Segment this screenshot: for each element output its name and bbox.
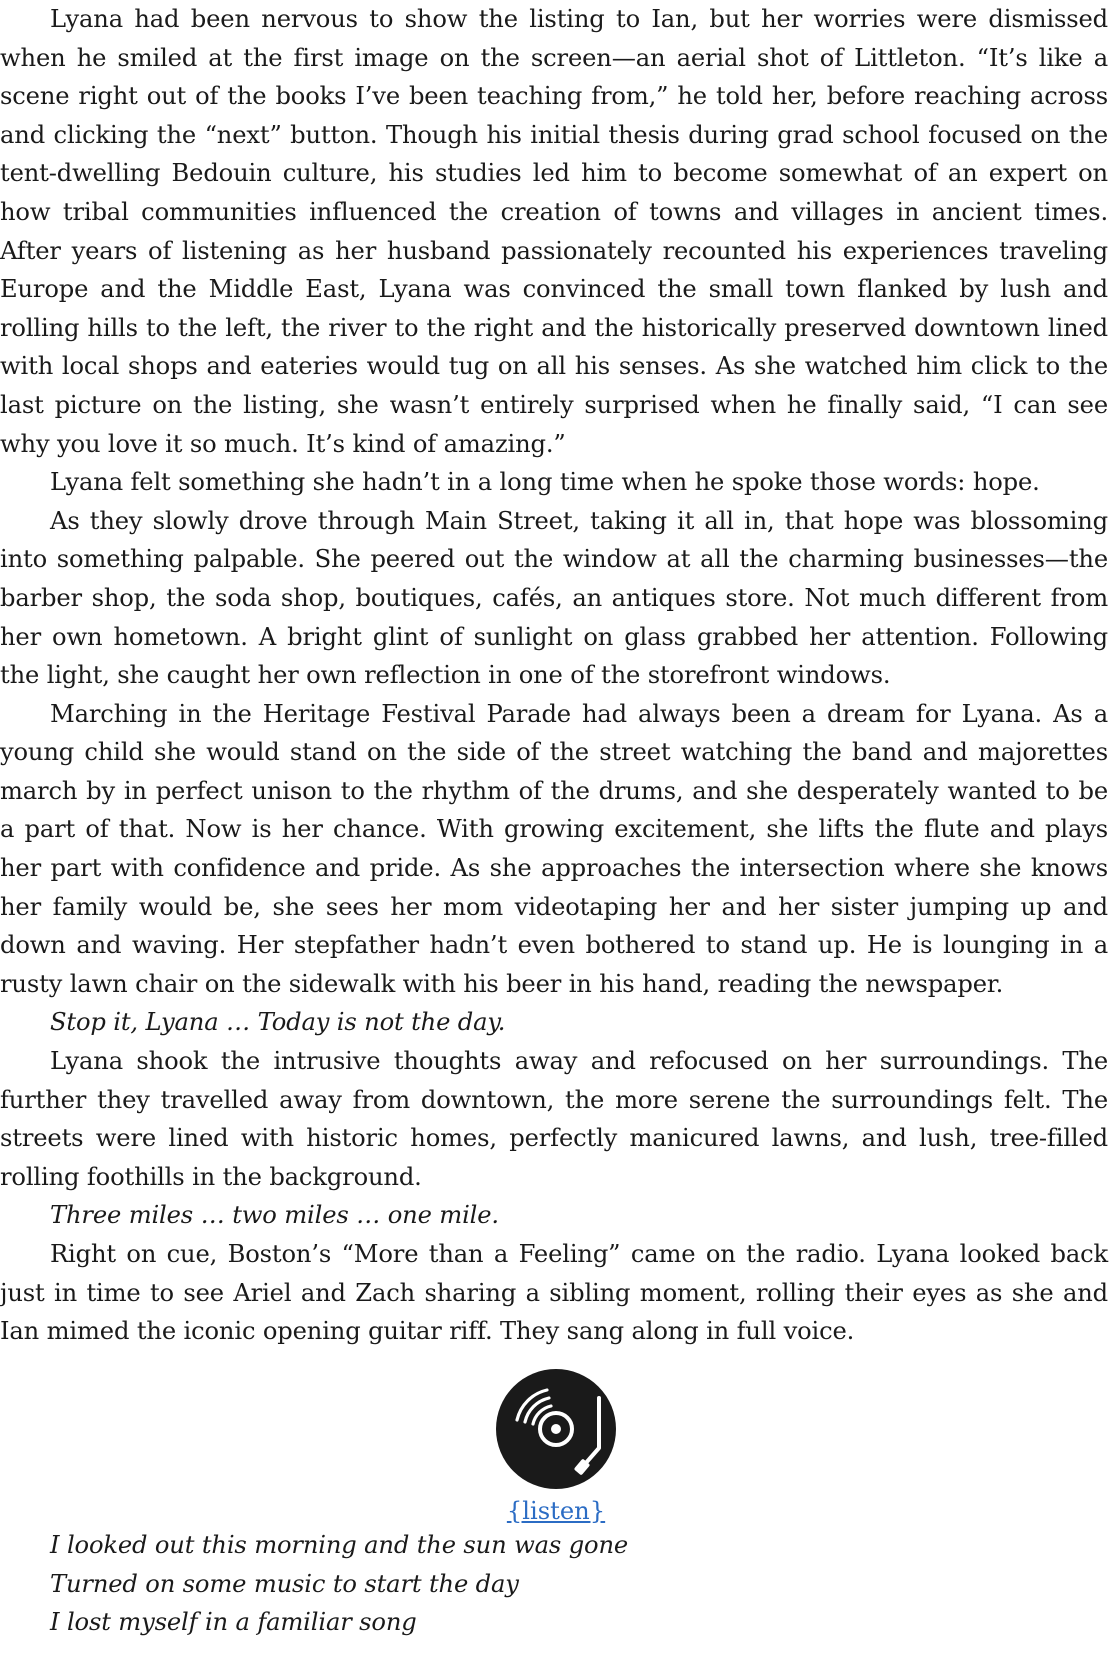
paragraph: As they slowly drove through Main Street, taking it all in, that hope was blossoming into something palpable. She peered out the window at all the charming businesses—the barber shop, the soda shop, boutiques, cafés, an antiques store. Not much different from her own hometown. A bright glint of sunlight on glass grabbed her attention. Following the light, she caught her own reflection in one of the storefront windows. — [0, 506, 1108, 690]
paragraph: Right on cue, Boston’s “More than a Feeling” came on the radio. Lyana looked back just in time to see Ariel and Zach sharing a sibling moment, rolling their eyes as she and Ian mimed the iconic opening guitar riff. They sang along in full voice. — [0, 1240, 1108, 1346]
italic-thought: Stop it, Lyana … Today is not the day. — [50, 1008, 506, 1037]
lyric-line: I lost myself in a familiar song — [50, 1608, 417, 1637]
lyric-line: I looked out this morning and the sun was gone — [50, 1531, 629, 1559]
vinyl-record-icon-graphic — [495, 1368, 617, 1490]
vinyl-record-icon[interactable] — [495, 1368, 617, 1490]
paragraph: Lyana shook the intrusive thoughts away and refocused on her surroundings. The further they travelled away from downtown, the more serene the surroundings felt. The streets were lined with historic homes, perfectly manicured lawns, and lush, tree-filled rolling foothills in the background. — [0, 1047, 1108, 1191]
paragraph: Lyana felt something she hadn’t in a long time when he spoke those words: hope. — [50, 468, 1040, 497]
audio-embed — [0, 1368, 1112, 1490]
listen-link[interactable]: {listen} — [506, 1497, 606, 1525]
italic-thought: Three miles … two miles … one mile. — [50, 1201, 499, 1230]
lyric-line: Turned on some music to start the day — [50, 1569, 519, 1598]
paragraph: Lyana had been nervous to show the listing to Ian, but her worries were dismissed when he smiled at the first image on the screen—an aerial shot of Littleton. “It’s like a scene right out of the books I’ve been teaching from,” he told her, before reaching across and clicking the “next” button. Though his initial thesis during grad school focused on the tent-dwelling Bedouin culture, his studies led him to become somewhat of an expert on how tribal communities influenced the creation of towns and villages in ancient times. After years of listening as her husband passionately recounted his experiences traveling Europe and the Middle East, Lyana was convinced the small town flanked by lush and rolling hills to the left, the river to the right and the historically preserved downtown lined with local shops and eateries would tug on all his senses. As she watched him click to the last picture on the listing, she wasn’t entirely surprised when he finally said, “I can see why you love it so much. It’s kind of amazing.” — [0, 5, 1108, 458]
paragraph: Marching in the Heritage Festival Parade had always been a dream for Lyana. As a young child she would stand on the side of the street watching the band and majorettes march by in perfect unison to the rhythm of the drums, and she desperately wanted to be a part of that. Now is her chance. With growing excitement, she lifts the flute and plays her part with confidence and pride. As she approaches the intersection where she knows her family would be, she sees her mom videotaping her and her sister jumping up and down and waving. Her stepfather hadn’t even bothered to stand up. He is lounging in a rusty lawn chair on the sidewalk with his beer in his hand, reading the newspaper. — [0, 699, 1108, 998]
song-lyrics — [50, 1526, 1100, 1642]
